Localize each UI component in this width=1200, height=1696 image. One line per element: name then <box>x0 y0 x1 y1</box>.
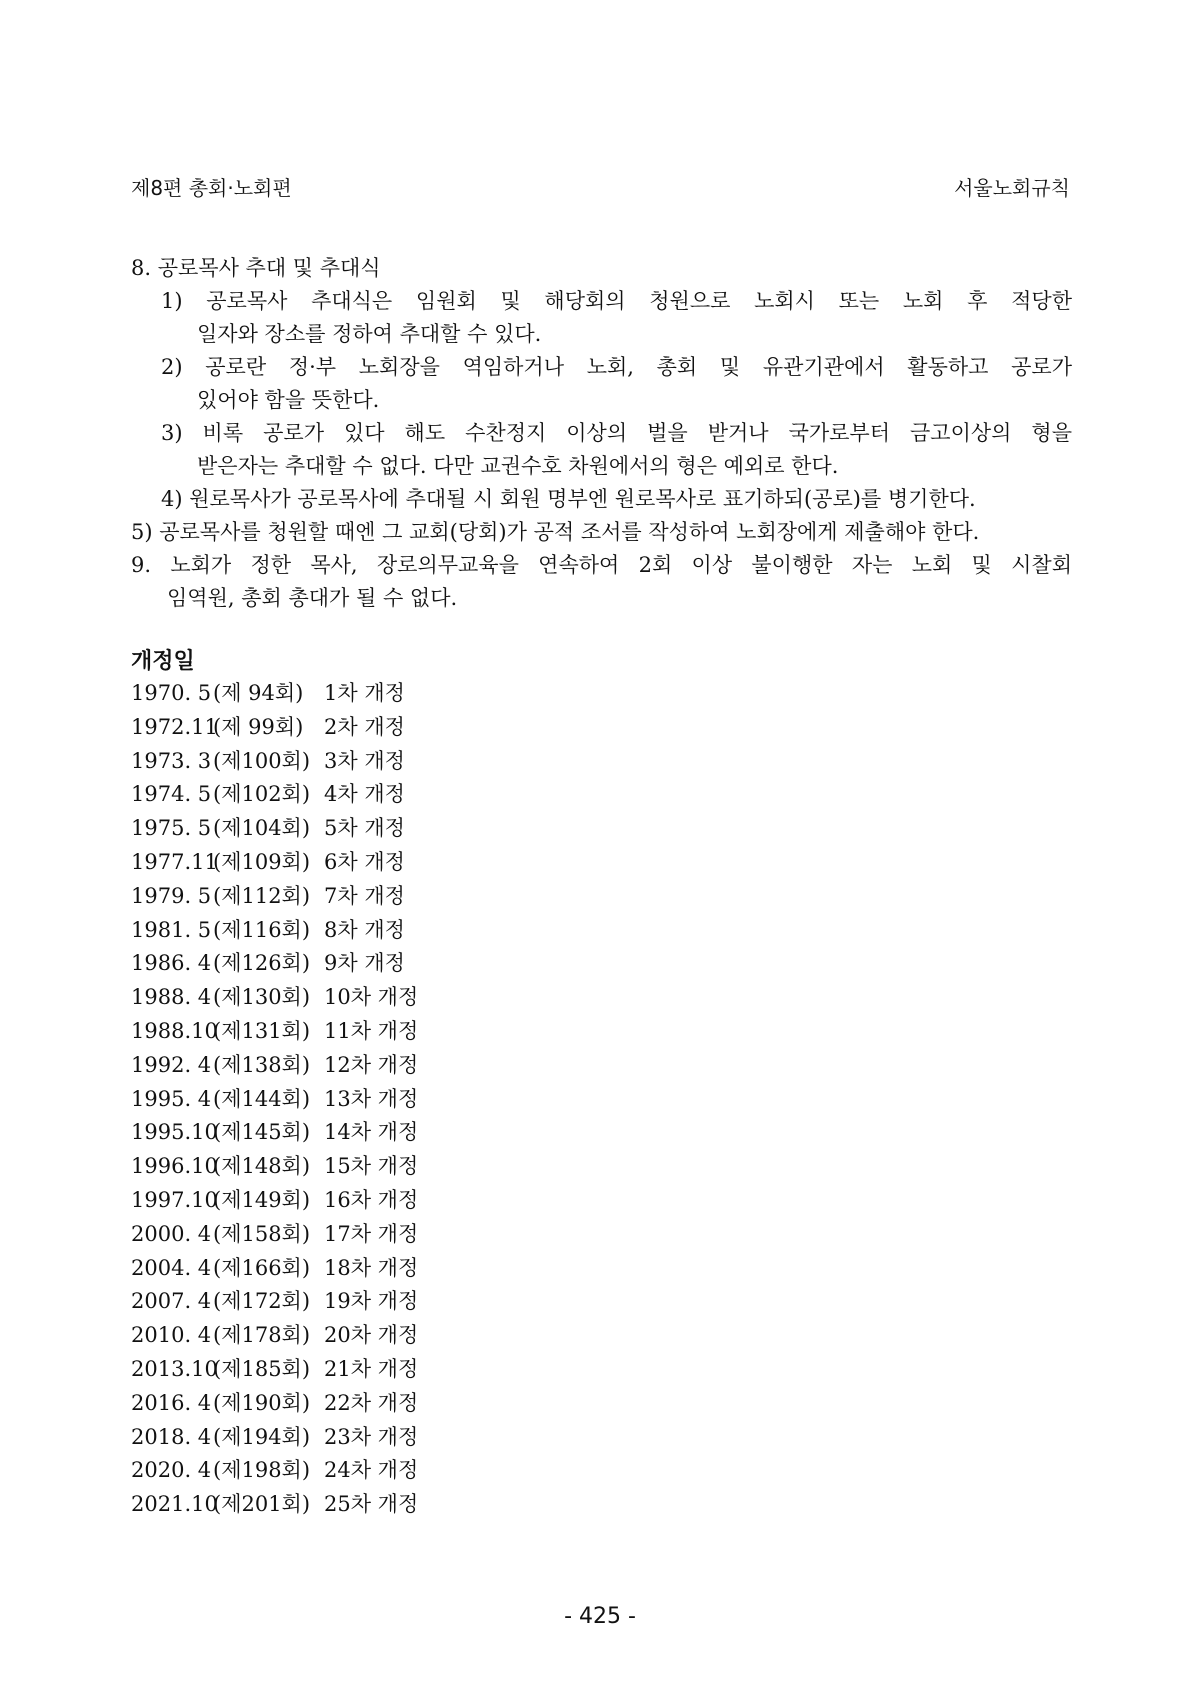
revision-order: 3차 개정 <box>324 748 405 773</box>
revision-row <box>131 1150 431 1184</box>
revision-row <box>131 1083 431 1117</box>
revision-date: 1974. 5 <box>131 782 212 807</box>
revision-date: 1975. 5 <box>131 816 212 841</box>
item-8-3-line-1: 3) 비록 공로가 있다 해도 수찬정지 이상의 벌을 받거나 국가로부터 금고이상의 형을 <box>161 421 1072 445</box>
revision-order: 5차 개정 <box>324 816 405 841</box>
item-8-1-line-1: 1) 공로목사 추대식은 임원회 및 해당회의 청원으로 노회시 또는 노회 후 적당한 <box>161 289 1072 313</box>
revision-date: 1972.11 <box>131 714 218 739</box>
revision-row <box>131 1421 431 1455</box>
revision-order: 6차 개정 <box>324 849 405 874</box>
revision-order: 16차 개정 <box>324 1187 419 1212</box>
revision-session: (제149회) <box>213 1187 311 1212</box>
revision-row <box>131 846 431 880</box>
revision-date: 1973. 3 <box>131 748 212 773</box>
revision-row <box>131 1387 431 1421</box>
item-8-2-line-1: 2) 공로란 정·부 노회장을 역임하거나 노회, 총회 및 유관기관에서 활동하고 공로가 <box>161 355 1072 379</box>
revision-row <box>131 778 431 812</box>
revision-session: (제185회) <box>213 1356 311 1381</box>
revision-row <box>131 981 431 1015</box>
revision-session: (제172회) <box>213 1289 311 1314</box>
revision-session: (제194회) <box>213 1424 311 1449</box>
revision-date: 2021.10 <box>131 1492 218 1517</box>
revision-order: 14차 개정 <box>324 1120 419 1145</box>
revision-row <box>131 914 431 948</box>
revision-date: 1977.11 <box>131 849 218 874</box>
revision-row <box>131 1015 431 1049</box>
revision-session: (제102회) <box>213 782 311 807</box>
revision-date: 2000. 4 <box>131 1221 212 1246</box>
revision-order: 11차 개정 <box>324 1018 419 1043</box>
revision-row <box>131 1218 431 1252</box>
revision-date: 1981. 5 <box>131 917 212 942</box>
revision-session: (제145회) <box>213 1120 311 1145</box>
revision-date: 1988. 4 <box>131 985 212 1010</box>
revision-row <box>131 677 431 711</box>
item-9-line-1: 9. 노회가 정한 목사, 장로의무교육을 연속하여 2회 이상 불이행한 자는 노회 및 시찰회 <box>131 553 1072 577</box>
revision-date: 2020. 4 <box>131 1458 212 1483</box>
revision-order: 1차 개정 <box>324 681 405 705</box>
revision-history-list <box>131 677 431 1522</box>
revision-order: 17차 개정 <box>324 1221 419 1246</box>
revision-date: 2013.10 <box>131 1356 218 1381</box>
regulation-body <box>131 252 1072 615</box>
revision-session: (제148회) <box>213 1154 311 1179</box>
page-number: - 425 - <box>564 1604 636 1629</box>
revision-row <box>131 1252 431 1286</box>
revision-order: 23차 개정 <box>324 1424 419 1449</box>
chapter-title: 제8편 총회·노회편 <box>131 176 292 200</box>
revision-session: (제 99회) <box>213 714 304 739</box>
revision-row <box>131 745 431 779</box>
revision-order: 12차 개정 <box>324 1052 419 1077</box>
revision-order: 7차 개정 <box>324 883 405 908</box>
revision-row <box>131 1488 431 1522</box>
revision-session: (제104회) <box>213 816 311 841</box>
revision-order: 21차 개정 <box>324 1356 419 1381</box>
revision-session: (제109회) <box>213 849 311 874</box>
revision-session: (제190회) <box>213 1390 311 1415</box>
revision-session: (제178회) <box>213 1323 311 1348</box>
revision-date: 2007. 4 <box>131 1289 212 1314</box>
revision-order: 25차 개정 <box>324 1492 419 1517</box>
revision-order: 2차 개정 <box>324 714 405 739</box>
item-8-2-line-2: 있어야 함을 뜻한다. <box>197 388 380 412</box>
revision-session: (제130회) <box>213 985 311 1010</box>
revision-order: 13차 개정 <box>324 1086 419 1111</box>
revision-date: 1996.10 <box>131 1154 218 1179</box>
revision-order: 4차 개정 <box>324 782 405 807</box>
revision-session: (제201회) <box>213 1492 311 1517</box>
revision-date: 1988.10 <box>131 1018 218 1043</box>
revision-row <box>131 1049 431 1083</box>
revision-session: (제138회) <box>213 1052 311 1077</box>
revision-date: 1997.10 <box>131 1187 218 1212</box>
revision-date: 1986. 4 <box>131 951 212 976</box>
revision-order: 15차 개정 <box>324 1154 419 1179</box>
item-8-1-line-2: 일자와 장소를 정하여 추대할 수 있다. <box>197 322 542 346</box>
revision-date: 1992. 4 <box>131 1052 212 1077</box>
revision-session: (제158회) <box>213 1221 311 1246</box>
revision-row <box>131 1353 431 1387</box>
revision-order: 22차 개정 <box>324 1390 419 1415</box>
revision-order: 9차 개정 <box>324 951 405 976</box>
revision-date: 1970. 5 <box>131 681 212 705</box>
revision-row <box>131 1319 431 1353</box>
revision-date: 2010. 4 <box>131 1323 212 1348</box>
revision-order: 8차 개정 <box>324 917 405 942</box>
revision-row <box>131 1285 431 1319</box>
revision-row <box>131 880 431 914</box>
revision-order: 20차 개정 <box>324 1323 419 1348</box>
revision-row <box>131 1454 431 1488</box>
revision-session: (제100회) <box>213 748 311 773</box>
revision-order: 10차 개정 <box>324 985 419 1010</box>
item-8-4: 4) 원로목사가 공로목사에 추대될 시 회원 명부엔 원로목사로 표기하되(공로)를 병기한다. <box>161 487 976 511</box>
page-header <box>131 172 1070 202</box>
revision-order: 19차 개정 <box>324 1289 419 1314</box>
revision-session: (제116회) <box>213 917 311 942</box>
revision-session: (제 94회) <box>213 681 304 705</box>
document-title: 서울노회규칙 <box>954 176 1070 200</box>
revision-session: (제112회) <box>213 883 311 908</box>
revision-row <box>131 1184 431 1218</box>
item-8-3-line-2: 받은자는 추대할 수 없다. 다만 교권수호 차원에서의 형은 예외로 한다. <box>197 454 839 478</box>
revision-session: (제198회) <box>213 1458 311 1483</box>
item-9-line-2: 임역원, 총회 총대가 될 수 없다. <box>167 586 458 610</box>
revision-session: (제131회) <box>213 1018 311 1043</box>
revision-date: 2018. 4 <box>131 1424 212 1449</box>
revision-date: 1995.10 <box>131 1120 218 1145</box>
revision-row <box>131 1116 431 1150</box>
revision-session: (제166회) <box>213 1255 311 1280</box>
revision-session: (제126회) <box>213 951 311 976</box>
revision-row <box>131 711 431 745</box>
revision-date: 2016. 4 <box>131 1390 212 1415</box>
revision-order: 24차 개정 <box>324 1458 419 1483</box>
revision-order: 18차 개정 <box>324 1255 419 1280</box>
revision-row <box>131 947 431 981</box>
revision-session: (제144회) <box>213 1086 311 1111</box>
revision-date: 1979. 5 <box>131 883 212 908</box>
item-8-5: 5) 공로목사를 청원할 때엔 그 교회(당회)가 공적 조서를 작성하여 노회장에게 제출해야 한다. <box>131 520 980 544</box>
item-8-title: 8. 공로목사 추대 및 추대식 <box>131 256 381 280</box>
revision-history-heading: 개정일 <box>131 649 195 674</box>
revision-row <box>131 812 431 846</box>
revision-date: 1995. 4 <box>131 1086 212 1111</box>
revision-date: 2004. 4 <box>131 1255 212 1280</box>
